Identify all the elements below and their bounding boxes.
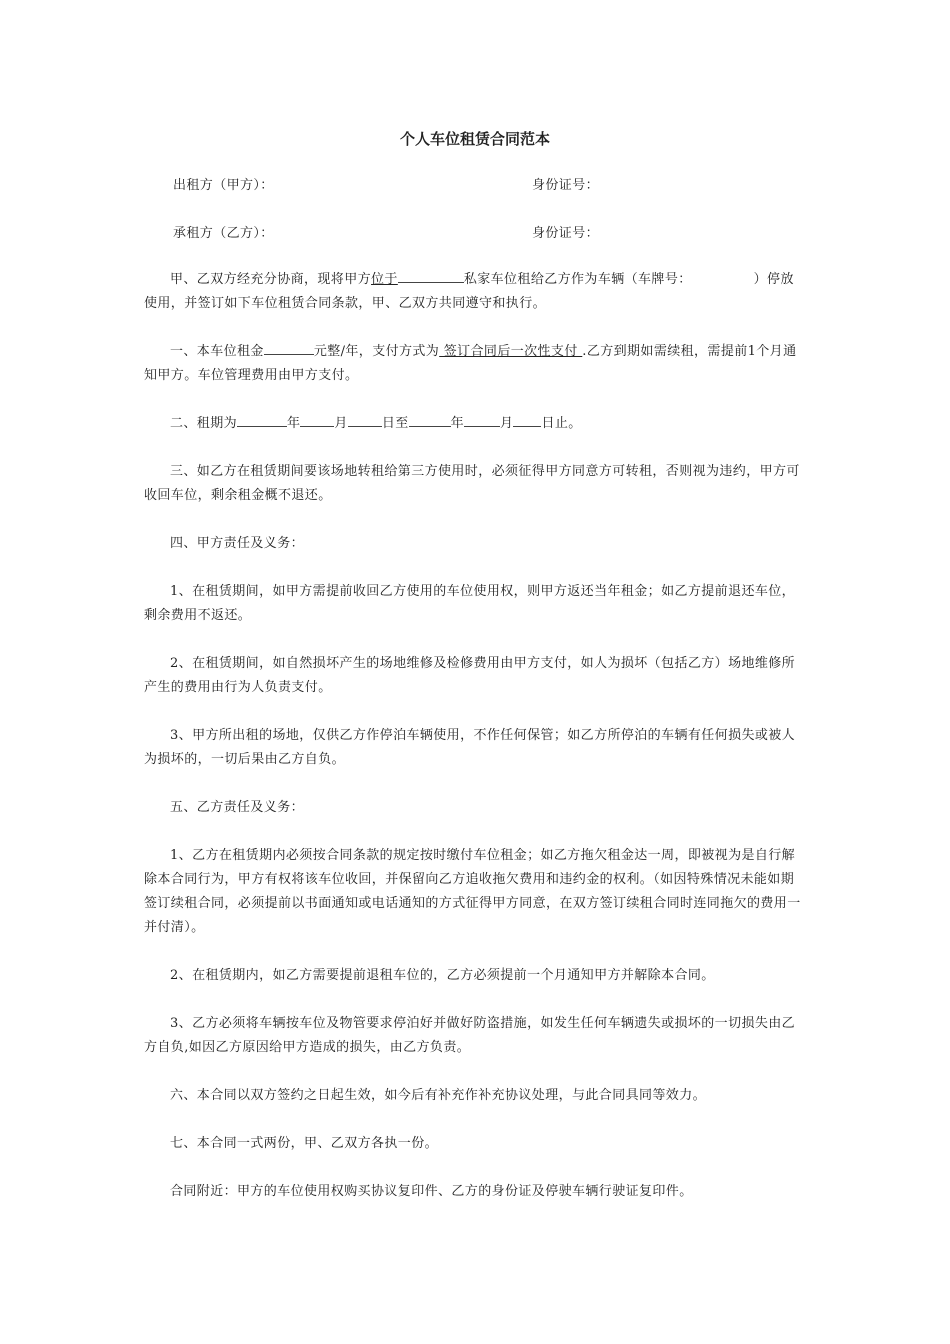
intro-text-3: ）停放使用，并签订如下车位租赁合同条款，甲、乙双方共同遵守和执行。 [144, 272, 794, 311]
lessee-label: 承租方（乙方）： [173, 226, 274, 241]
clause-6: 六、本合同以双方签约之日起生效，如今后有补充作补充协议处理，与此合同具同等效力。 [170, 1088, 707, 1103]
lessor-id-label: 身份证号： [532, 178, 600, 193]
page-title: 个人车位租赁合同范本 [399, 130, 550, 148]
clause-5-item-3: 3、乙方必须将车辆按车位及物管要求停泊好并做好防盗措施，如发生任何车辆遗失或损坏的一切损失由乙方自负,如因乙方原因给甲方造成的损失，由乙方负责。 [144, 1016, 796, 1055]
end-year-blank [409, 412, 451, 427]
clause-1 [144, 340, 806, 388]
intro-text-1: 甲、乙双方经充分协商，现将甲方 [170, 272, 372, 287]
clause-4-item-3: 3、甲方所出租的场地，仅供乙方作停泊车辆使用，不作任何保管；如乙方所停泊的车辆有任何损失或被人为损坏的，一切后果由乙方自负。 [144, 728, 796, 767]
clause-1-text-c: .乙方到期如需续租，需提前1个月通知甲方。车位管理费用由甲方支付。 [144, 344, 797, 383]
intro-text-2: 私家车位租给乙方作为车辆（车牌号： [463, 272, 692, 287]
clause-5-heading: 五、乙方责任及义务： [170, 800, 305, 815]
located-underlined: 位于 [371, 272, 398, 287]
clause-4-item-1: 1、在租赁期间，如甲方需提前收回乙方使用的车位使用权，则甲方返还当年租金；如乙方提前退还车位，剩余费用不返还。 [144, 584, 796, 623]
start-year-blank [237, 412, 287, 427]
start-day-label: 日至 [381, 416, 409, 431]
end-year-label: 年 [450, 416, 465, 431]
end-day-label: 日止。 [541, 416, 582, 431]
rent-amount-blank [264, 340, 314, 355]
clause-4-heading: 四、甲方责任及义务： [170, 536, 305, 551]
clause-2 [144, 412, 806, 436]
lessee-id-label: 身份证号： [532, 226, 600, 241]
start-year-label: 年 [287, 416, 301, 431]
intro-paragraph [144, 268, 806, 316]
attachment-note: 合同附近：甲方的车位使用权购买协议复印件、乙方的身份证及停驶车辆行驶证复印件。 [170, 1184, 693, 1199]
clause-5-item-1: 1、乙方在租赁期内必须按合同条款的规定按时缴付车位租金；如乙方拖欠租金达一周，即被视为是自行解除本合同行为，甲方有权将该车位收回，并保留向乙方追收拖欠费用和违约金的权利。（如因特殊情况未能如期签订续租合同，必须提前以书面通知或电话通知的方式征得甲方同意，在双方签订续租合同时连同拖欠的费用一并付清）。 [144, 848, 801, 935]
start-day-blank [348, 412, 382, 427]
clause-4-item-2: 2、在租赁期间，如自然损坏产生的场地维修及检修费用由甲方支付，如人为损坏（包括乙方）场地维修所产生的费用由行为人负责支付。 [144, 656, 796, 695]
end-day-blank [513, 412, 541, 427]
end-month-blank [464, 412, 500, 427]
payment-method: 签订合同后一次性支付 [439, 344, 583, 359]
lessor-label: 出租方（甲方）： [173, 178, 274, 193]
start-month-label: 月 [334, 416, 348, 431]
clause-1-text-a: 一、本车位租金 [170, 344, 264, 359]
end-month-label: 月 [500, 416, 514, 431]
start-month-blank [300, 412, 334, 427]
clause-3: 三、如乙方在租赁期间要该场地转租给第三方使用时，必须征得甲方同意方可转租，否则视为违约，甲方可收回车位，剩余租金概不退还。 [144, 464, 800, 503]
location-blank [398, 268, 464, 283]
clause-5-item-2: 2、在租赁期内，如乙方需要提前退租车位的，乙方必须提前一个月通知甲方并解除本合同。 [170, 968, 715, 983]
clause-1-text-b: 元整/年，支付方式为 [313, 344, 440, 359]
clause-7: 七、本合同一式两份，甲、乙双方各执一份。 [170, 1136, 439, 1151]
clause-2-text-a: 二、租期为 [170, 416, 238, 431]
